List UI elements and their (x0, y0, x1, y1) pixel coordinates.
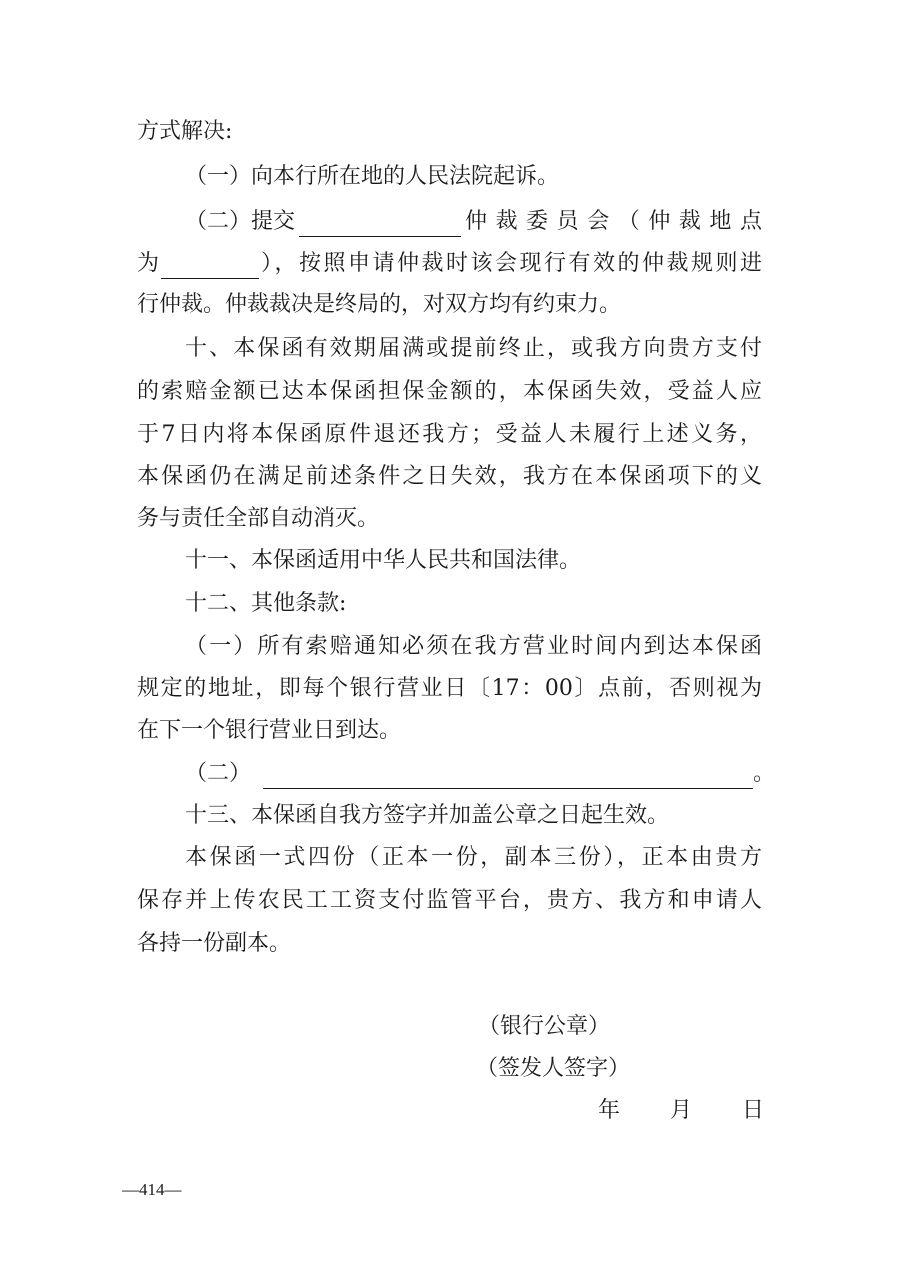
other-terms-label: （二） (185, 761, 252, 786)
paragraph-line: 的索赔金额已达本保函担保金额的，本保函失效，受益人应 (137, 379, 762, 404)
clause-13: 十三、本保函自我方签字并加盖公章之日起生效。 (185, 803, 670, 828)
paragraph-line: 本保函仍在满足前述条件之日失效，我方在本保函项下的义 (137, 464, 762, 489)
paragraph-text: 。 (753, 761, 776, 786)
paragraph-text: 为 (137, 251, 160, 276)
blank-other-terms (263, 764, 753, 789)
blank-arbitration-place (161, 254, 259, 279)
paragraph-line (185, 759, 775, 789)
paragraph-line: 在下一个银行营业日到达。 (137, 718, 402, 743)
date-month-label: 月 (670, 1098, 693, 1123)
date-day-label: 日 (742, 1098, 765, 1123)
paragraph-line: （一）所有索赔通知必须在我方营业时间内到达本保函 (185, 634, 762, 659)
paragraph-line: 本保函一式四份（正本一份，副本三份），正本由贵方 (185, 845, 762, 870)
date-year-label: 年 (598, 1098, 621, 1123)
paragraph-line: 各持一份副本。 (137, 931, 292, 956)
clause-12-heading: 十二、其他条款: (185, 591, 347, 616)
paragraph-text: 仲裁委员会（仲裁地点 (465, 209, 762, 234)
clause-11: 十一、本保函适用中华人民共和国法律。 (185, 548, 582, 573)
page-number: —414— (122, 1180, 182, 1199)
paragraph-line (185, 207, 762, 237)
paragraph-line: 务与责任全部自动消灭。 (137, 506, 380, 531)
bank-seal-label: （银行公章） (478, 1014, 611, 1039)
paragraph-text: ），按照申请仲裁时该会现行有效的仲裁规则进 (261, 251, 762, 276)
paragraph-line: （一）向本行所在地的人民法院起诉。 (185, 164, 560, 189)
paragraph-line: 保存并上传农民工工资支付监管平台，贵方、我方和申请人 (137, 888, 762, 913)
signer-signature-label: （签发人签字） (476, 1056, 631, 1081)
paragraph-line (137, 249, 762, 279)
arbitration-option-label: （二）提交 (185, 209, 296, 234)
paragraph-line: 行仲裁。仲裁裁决是终局的，对双方均有约束力。 (137, 292, 622, 317)
paragraph-line: 规定的地址，即每个银行营业日〔17：00〕点前，否则视为 (137, 676, 762, 701)
paragraph-line: 方式解决: (137, 119, 233, 144)
blank-arbitration-committee (299, 212, 461, 237)
paragraph-line: 于7日内将本保函原件退还我方；受益人未履行上述义务， (137, 422, 762, 447)
clause-10-heading-line: 十、本保函有效期届满或提前终止，或我方向贵方支付 (185, 336, 762, 361)
